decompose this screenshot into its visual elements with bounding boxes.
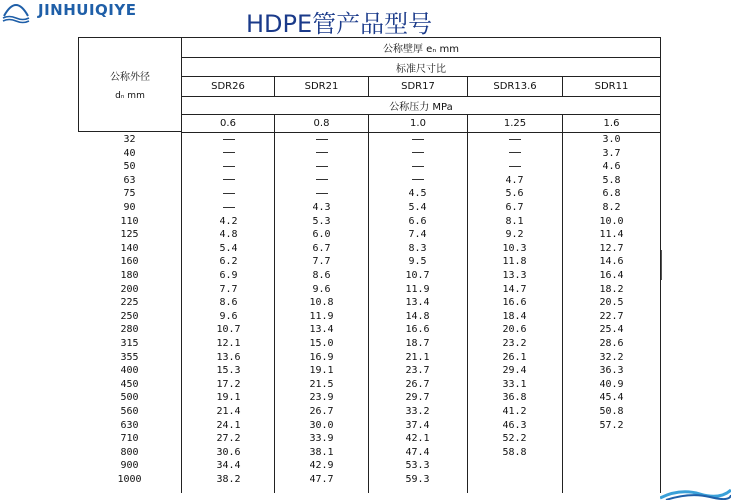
thickness-cell: 15.0 — [309, 338, 334, 349]
thickness-cell: 18.4 — [502, 310, 527, 322]
thickness-cell — [275, 160, 368, 174]
not-available-dash — [223, 193, 235, 194]
table-row — [78, 459, 661, 473]
thickness-cell — [562, 459, 661, 473]
thickness-cell: 21.4 — [216, 406, 241, 417]
thickness-cell: 59.3 — [405, 474, 430, 485]
thickness-cell: 13.3 — [502, 270, 527, 281]
thickness-cell: 23.9 — [309, 392, 334, 404]
sdr-header-4: SDR11 — [562, 76, 661, 97]
thickness-cell: 8.3 — [408, 242, 427, 254]
pressure-header-1: 0.8 — [274, 114, 369, 133]
thickness-cell: 11.9 — [405, 283, 430, 295]
table-row — [78, 147, 661, 161]
table-row — [78, 473, 661, 487]
thickness-cell — [275, 174, 368, 188]
od-cell: 900 — [120, 460, 139, 472]
table-row — [78, 201, 661, 215]
not-available-dash — [509, 166, 521, 167]
thickness-cell: 6.7 — [312, 242, 331, 254]
thickness-cell: 11.9 — [309, 310, 334, 322]
thickness-cell — [182, 133, 275, 147]
thickness-cell — [467, 133, 562, 147]
thickness-cell — [182, 147, 275, 161]
thickness-cell: 27.2 — [216, 433, 241, 445]
thickness-cell: 5.8 — [602, 174, 621, 186]
thickness-cell: 30.6 — [216, 446, 241, 458]
thickness-cell: 6.0 — [312, 229, 331, 241]
thickness-cell — [467, 473, 562, 487]
thickness-cell: 42.1 — [405, 433, 430, 445]
thickness-cell: 8.1 — [505, 215, 524, 227]
od-cell: 140 — [120, 242, 139, 254]
thickness-cell: 5.4 — [219, 242, 238, 254]
od-cell: 75 — [123, 188, 136, 200]
table-row — [78, 187, 661, 201]
not-available-dash — [316, 166, 328, 167]
thickness-cell — [368, 174, 467, 188]
thickness-cell: 3.0 — [602, 134, 621, 145]
table-row — [78, 432, 661, 446]
thickness-cell: 38.1 — [309, 446, 334, 458]
od-cell: 450 — [120, 378, 139, 390]
table-header — [78, 37, 661, 132]
od-cell: 630 — [120, 419, 139, 431]
not-available-dash — [412, 139, 424, 140]
table-row — [78, 446, 661, 460]
thickness-cell: 6.9 — [219, 270, 238, 281]
pressure-header-0: 0.6 — [181, 114, 275, 133]
thickness-cell: 6.6 — [408, 215, 427, 227]
not-available-dash — [316, 152, 328, 153]
thickness-cell — [467, 147, 562, 161]
od-cell: 250 — [120, 310, 139, 322]
wave-decoration-icon — [660, 486, 731, 500]
thickness-cell: 21.5 — [309, 378, 334, 390]
table-row — [78, 242, 661, 256]
brand-name: JINHUIQIYE — [38, 1, 137, 19]
od-cell: 500 — [120, 392, 139, 404]
not-available-dash — [316, 193, 328, 194]
od-cell: 50 — [123, 161, 136, 173]
thickness-cell — [368, 133, 467, 147]
od-cell: 355 — [120, 351, 139, 363]
od-cell: 315 — [120, 338, 139, 349]
thickness-cell: 58.8 — [502, 446, 527, 458]
thickness-cell: 23.2 — [502, 338, 527, 349]
thickness-cell: 8.6 — [219, 297, 238, 309]
thickness-cell: 19.1 — [216, 392, 241, 404]
sdr-header-1: SDR21 — [274, 76, 369, 97]
thickness-cell: 25.4 — [599, 324, 624, 336]
od-cell: 225 — [120, 297, 139, 309]
thickness-cell — [182, 174, 275, 188]
table-row — [78, 296, 661, 310]
not-available-dash — [223, 152, 235, 153]
thickness-cell: 33.1 — [502, 378, 527, 390]
od-cell: 710 — [120, 433, 139, 445]
thickness-cell: 23.7 — [405, 365, 430, 377]
thickness-cell: 10.7 — [405, 270, 430, 281]
table-row — [78, 391, 661, 405]
pressure-group-header: 公称压力 MPa — [181, 96, 661, 115]
thickness-cell: 42.9 — [309, 460, 334, 472]
od-unit-label: dₙ mm — [115, 91, 145, 101]
thickness-cell: 36.8 — [502, 392, 527, 404]
sdr-header-0: SDR26 — [181, 76, 275, 97]
od-cell: 180 — [120, 270, 139, 281]
thickness-cell: 14.6 — [599, 256, 624, 268]
od-cell: 400 — [120, 365, 139, 377]
table-row — [78, 215, 661, 229]
thickness-cell: 17.2 — [216, 378, 241, 390]
od-cell: 90 — [123, 202, 136, 213]
od-header-cell — [78, 37, 182, 132]
thickness-cell — [275, 133, 368, 147]
thickness-cell: 47.7 — [309, 474, 334, 485]
thickness-cell: 18.7 — [405, 338, 430, 349]
thickness-cell: 53.3 — [405, 460, 430, 472]
table-row — [78, 378, 661, 392]
thickness-cell: 9.5 — [408, 256, 427, 268]
thickness-cell: 4.5 — [408, 188, 427, 200]
table-row — [78, 405, 661, 419]
od-cell: 800 — [120, 446, 139, 458]
thickness-cell: 52.2 — [502, 433, 527, 445]
thickness-cell: 21.1 — [405, 351, 430, 363]
not-available-dash — [509, 152, 521, 153]
thickness-cell: 45.4 — [599, 392, 624, 404]
table-row — [78, 255, 661, 269]
od-cell: 63 — [123, 174, 136, 186]
thickness-cell: 29.4 — [502, 365, 527, 377]
thickness-cell: 11.4 — [599, 229, 624, 241]
od-cell: 32 — [123, 134, 136, 145]
thickness-cell: 8.2 — [602, 202, 621, 213]
thickness-cell: 12.1 — [216, 338, 241, 349]
thickness-cell: 5.4 — [408, 202, 427, 213]
thickness-cell: 10.0 — [599, 215, 624, 227]
thickness-cell: 14.8 — [405, 310, 430, 322]
not-available-dash — [412, 152, 424, 153]
od-cell: 110 — [120, 215, 139, 227]
thickness-cell: 24.1 — [216, 419, 241, 431]
not-available-dash — [316, 139, 328, 140]
od-cell: 40 — [123, 147, 136, 159]
scrollbar-indicator — [661, 250, 662, 280]
thickness-cell: 28.6 — [599, 338, 624, 349]
thickness-cell: 26.7 — [405, 378, 430, 390]
thickness-cell: 4.8 — [219, 229, 238, 241]
thickness-cell: 26.1 — [502, 351, 527, 363]
thickness-cell: 16.6 — [405, 324, 430, 336]
od-cell: 160 — [120, 256, 139, 268]
thickness-cell — [562, 432, 661, 446]
table-row — [78, 323, 661, 337]
od-label: 公称外径 — [110, 72, 150, 83]
thickness-cell: 41.2 — [502, 406, 527, 417]
table-row — [78, 351, 661, 365]
pressure-header-4: 1.6 — [562, 114, 661, 133]
od-cell: 280 — [120, 324, 139, 336]
table-row — [78, 337, 661, 351]
sdr-header-2: SDR17 — [368, 76, 468, 97]
thickness-cell — [275, 147, 368, 161]
sdr-group-header: 标准尺寸比 — [181, 57, 661, 77]
not-available-dash — [316, 179, 328, 180]
thickness-cell: 10.8 — [309, 297, 334, 309]
table-row — [78, 364, 661, 378]
thickness-cell: 22.7 — [599, 310, 624, 322]
thickness-cell: 6.7 — [505, 202, 524, 213]
thickness-cell: 13.6 — [216, 351, 241, 363]
thickness-cell: 5.6 — [505, 188, 524, 200]
thickness-cell: 9.6 — [219, 310, 238, 322]
thickness-cell — [562, 473, 661, 487]
table-row — [78, 174, 661, 188]
thickness-cell: 3.7 — [602, 147, 621, 159]
thickness-cell: 4.7 — [505, 174, 524, 186]
thickness-cell: 15.3 — [216, 365, 241, 377]
thickness-cell: 19.1 — [309, 365, 334, 377]
sdr-header-3: SDR13.6 — [467, 76, 563, 97]
thickness-cell — [467, 459, 562, 473]
thickness-cell: 10.3 — [502, 242, 527, 254]
wall-thickness-header: 公称壁厚 eₙ mm — [181, 37, 661, 58]
brand-logo — [0, 0, 150, 26]
thickness-cell: 12.7 — [599, 242, 624, 254]
table-row — [78, 269, 661, 283]
thickness-cell: 13.4 — [405, 297, 430, 309]
thickness-cell: 50.8 — [599, 406, 624, 417]
table-body — [78, 132, 661, 493]
table-row — [78, 310, 661, 324]
thickness-cell: 9.2 — [505, 229, 524, 241]
thickness-cell: 6.2 — [219, 256, 238, 268]
thickness-cell: 5.3 — [312, 215, 331, 227]
thickness-cell: 38.2 — [216, 474, 241, 485]
not-available-dash — [223, 179, 235, 180]
thickness-cell: 4.6 — [602, 161, 621, 173]
thickness-cell: 40.9 — [599, 378, 624, 390]
thickness-cell — [182, 160, 275, 174]
thickness-cell: 47.4 — [405, 446, 430, 458]
thickness-cell: 33.9 — [309, 433, 334, 445]
thickness-cell: 13.4 — [309, 324, 334, 336]
thickness-cell: 57.2 — [599, 419, 624, 431]
spec-table — [78, 37, 661, 493]
page-title: HDPE管产品型号 — [246, 10, 433, 38]
wave-logo-icon — [2, 0, 30, 24]
thickness-cell: 4.3 — [312, 202, 331, 213]
thickness-cell: 20.6 — [502, 324, 527, 336]
thickness-cell: 7.4 — [408, 229, 427, 241]
thickness-cell: 32.2 — [599, 351, 624, 363]
thickness-cell: 46.3 — [502, 419, 527, 431]
thickness-cell: 6.8 — [602, 188, 621, 200]
table-row — [78, 228, 661, 242]
thickness-cell: 16.4 — [599, 270, 624, 281]
table-row — [78, 160, 661, 174]
thickness-cell: 7.7 — [312, 256, 331, 268]
thickness-cell: 4.2 — [219, 215, 238, 227]
not-available-dash — [223, 139, 235, 140]
od-cell: 1000 — [117, 474, 142, 485]
not-available-dash — [223, 166, 235, 167]
thickness-cell: 10.7 — [216, 324, 241, 336]
thickness-cell: 29.7 — [405, 392, 430, 404]
od-cell: 560 — [120, 406, 139, 417]
not-available-dash — [412, 179, 424, 180]
thickness-cell — [368, 147, 467, 161]
not-available-dash — [412, 166, 424, 167]
pressure-header-3: 1.25 — [467, 114, 563, 133]
thickness-cell: 36.3 — [599, 365, 624, 377]
thickness-cell: 7.7 — [219, 283, 238, 295]
pressure-header-2: 1.0 — [368, 114, 468, 133]
thickness-cell: 37.4 — [405, 419, 430, 431]
thickness-cell: 8.6 — [312, 270, 331, 281]
table-row — [78, 133, 661, 147]
thickness-cell — [562, 446, 661, 460]
thickness-cell: 16.9 — [309, 351, 334, 363]
thickness-cell: 18.2 — [599, 283, 624, 295]
thickness-cell: 11.8 — [502, 256, 527, 268]
thickness-cell — [182, 187, 275, 201]
table-row — [78, 419, 661, 433]
not-available-dash — [223, 207, 235, 208]
table-row — [78, 283, 661, 297]
thickness-cell: 14.7 — [502, 283, 527, 295]
thickness-cell: 16.6 — [502, 297, 527, 309]
thickness-cell — [275, 187, 368, 201]
thickness-cell: 34.4 — [216, 460, 241, 472]
thickness-cell — [182, 201, 275, 215]
thickness-cell: 26.7 — [309, 406, 334, 417]
thickness-cell: 9.6 — [312, 283, 331, 295]
not-available-dash — [509, 139, 521, 140]
thickness-cell: 33.2 — [405, 406, 430, 417]
thickness-cell: 30.0 — [309, 419, 334, 431]
thickness-cell: 20.5 — [599, 297, 624, 309]
thickness-cell — [467, 160, 562, 174]
thickness-cell — [368, 160, 467, 174]
od-cell: 200 — [120, 283, 139, 295]
od-cell: 125 — [120, 229, 139, 241]
